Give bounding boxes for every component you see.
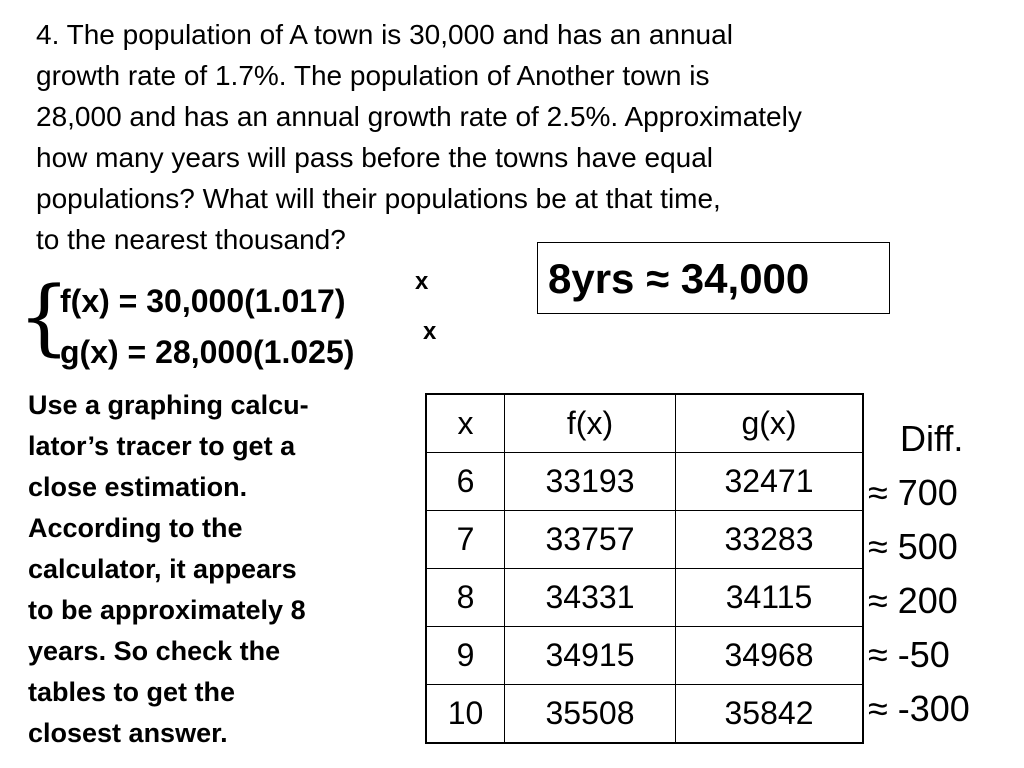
problem-line: 28,000 and has an annual growth rate of 2.5%. Approximately	[36, 101, 802, 132]
explanation-line: According to the	[28, 513, 243, 543]
problem-line: how many years will pass before the towns have equal	[36, 142, 714, 173]
explanation-line: to be approximately 8	[28, 595, 306, 625]
values-table	[425, 393, 864, 744]
system-brace: {	[18, 270, 71, 365]
cell-fx: 33757	[505, 511, 676, 569]
cell-gx: 34968	[676, 627, 864, 685]
explanation-line: tables to get the	[28, 677, 236, 707]
table-row	[426, 627, 863, 685]
function-g: g(x) = 28,000(1.025)	[60, 334, 355, 370]
cell-fx: 33193	[505, 453, 676, 511]
cell-x: 8	[426, 569, 505, 627]
cell-fx: 35508	[505, 685, 676, 744]
header-x: x	[426, 394, 505, 453]
header-gx: g(x)	[676, 394, 864, 453]
problem-line: growth rate of 1.7%. The population of Another town is	[36, 60, 710, 91]
difference-value: ≈ -300	[868, 688, 970, 729]
difference-value: ≈ 700	[868, 472, 958, 513]
cell-gx: 35842	[676, 685, 864, 744]
difference-value: ≈ 200	[868, 580, 958, 621]
cell-fx: 34915	[505, 627, 676, 685]
problem-statement	[36, 14, 986, 260]
difference-value: ≈ -50	[868, 634, 950, 675]
cell-gx: 33283	[676, 511, 864, 569]
cell-x: 7	[426, 511, 505, 569]
explanation-line: years. So check the	[28, 636, 281, 666]
explanation-line: Use a graphing calcu-	[28, 390, 309, 420]
explanation-line: closest answer.	[28, 718, 228, 748]
table-row	[426, 453, 863, 511]
explanation-text	[28, 385, 398, 754]
explanation-line: lator’s tracer to get a	[28, 431, 296, 461]
difference-column	[868, 412, 1018, 736]
explanation-line: close estimation.	[28, 472, 248, 502]
cell-gx: 32471	[676, 453, 864, 511]
table-row	[426, 569, 863, 627]
function-g-exponent: x	[423, 318, 437, 345]
table-header-row	[426, 394, 863, 453]
problem-line: populations? What will their populations be at that time,	[36, 183, 721, 214]
cell-x: 10	[426, 685, 505, 744]
table-row	[426, 685, 863, 744]
function-f: f(x) = 30,000(1.017)	[60, 283, 346, 319]
problem-line: 4. The population of A town is 30,000 and has an annual	[36, 19, 733, 50]
problem-line: to the nearest thousand?	[36, 224, 346, 255]
cell-gx: 34115	[676, 569, 864, 627]
answer-box: 8yrs ≈ 34,000	[537, 242, 890, 314]
difference-title: Diff.	[900, 418, 964, 459]
header-fx: f(x)	[505, 394, 676, 453]
cell-x: 9	[426, 627, 505, 685]
explanation-line: calculator, it appears	[28, 554, 297, 584]
cell-fx: 34331	[505, 569, 676, 627]
function-f-exponent: x	[415, 268, 429, 295]
cell-x: 6	[426, 453, 505, 511]
table-row	[426, 511, 863, 569]
difference-value: ≈ 500	[868, 526, 958, 567]
